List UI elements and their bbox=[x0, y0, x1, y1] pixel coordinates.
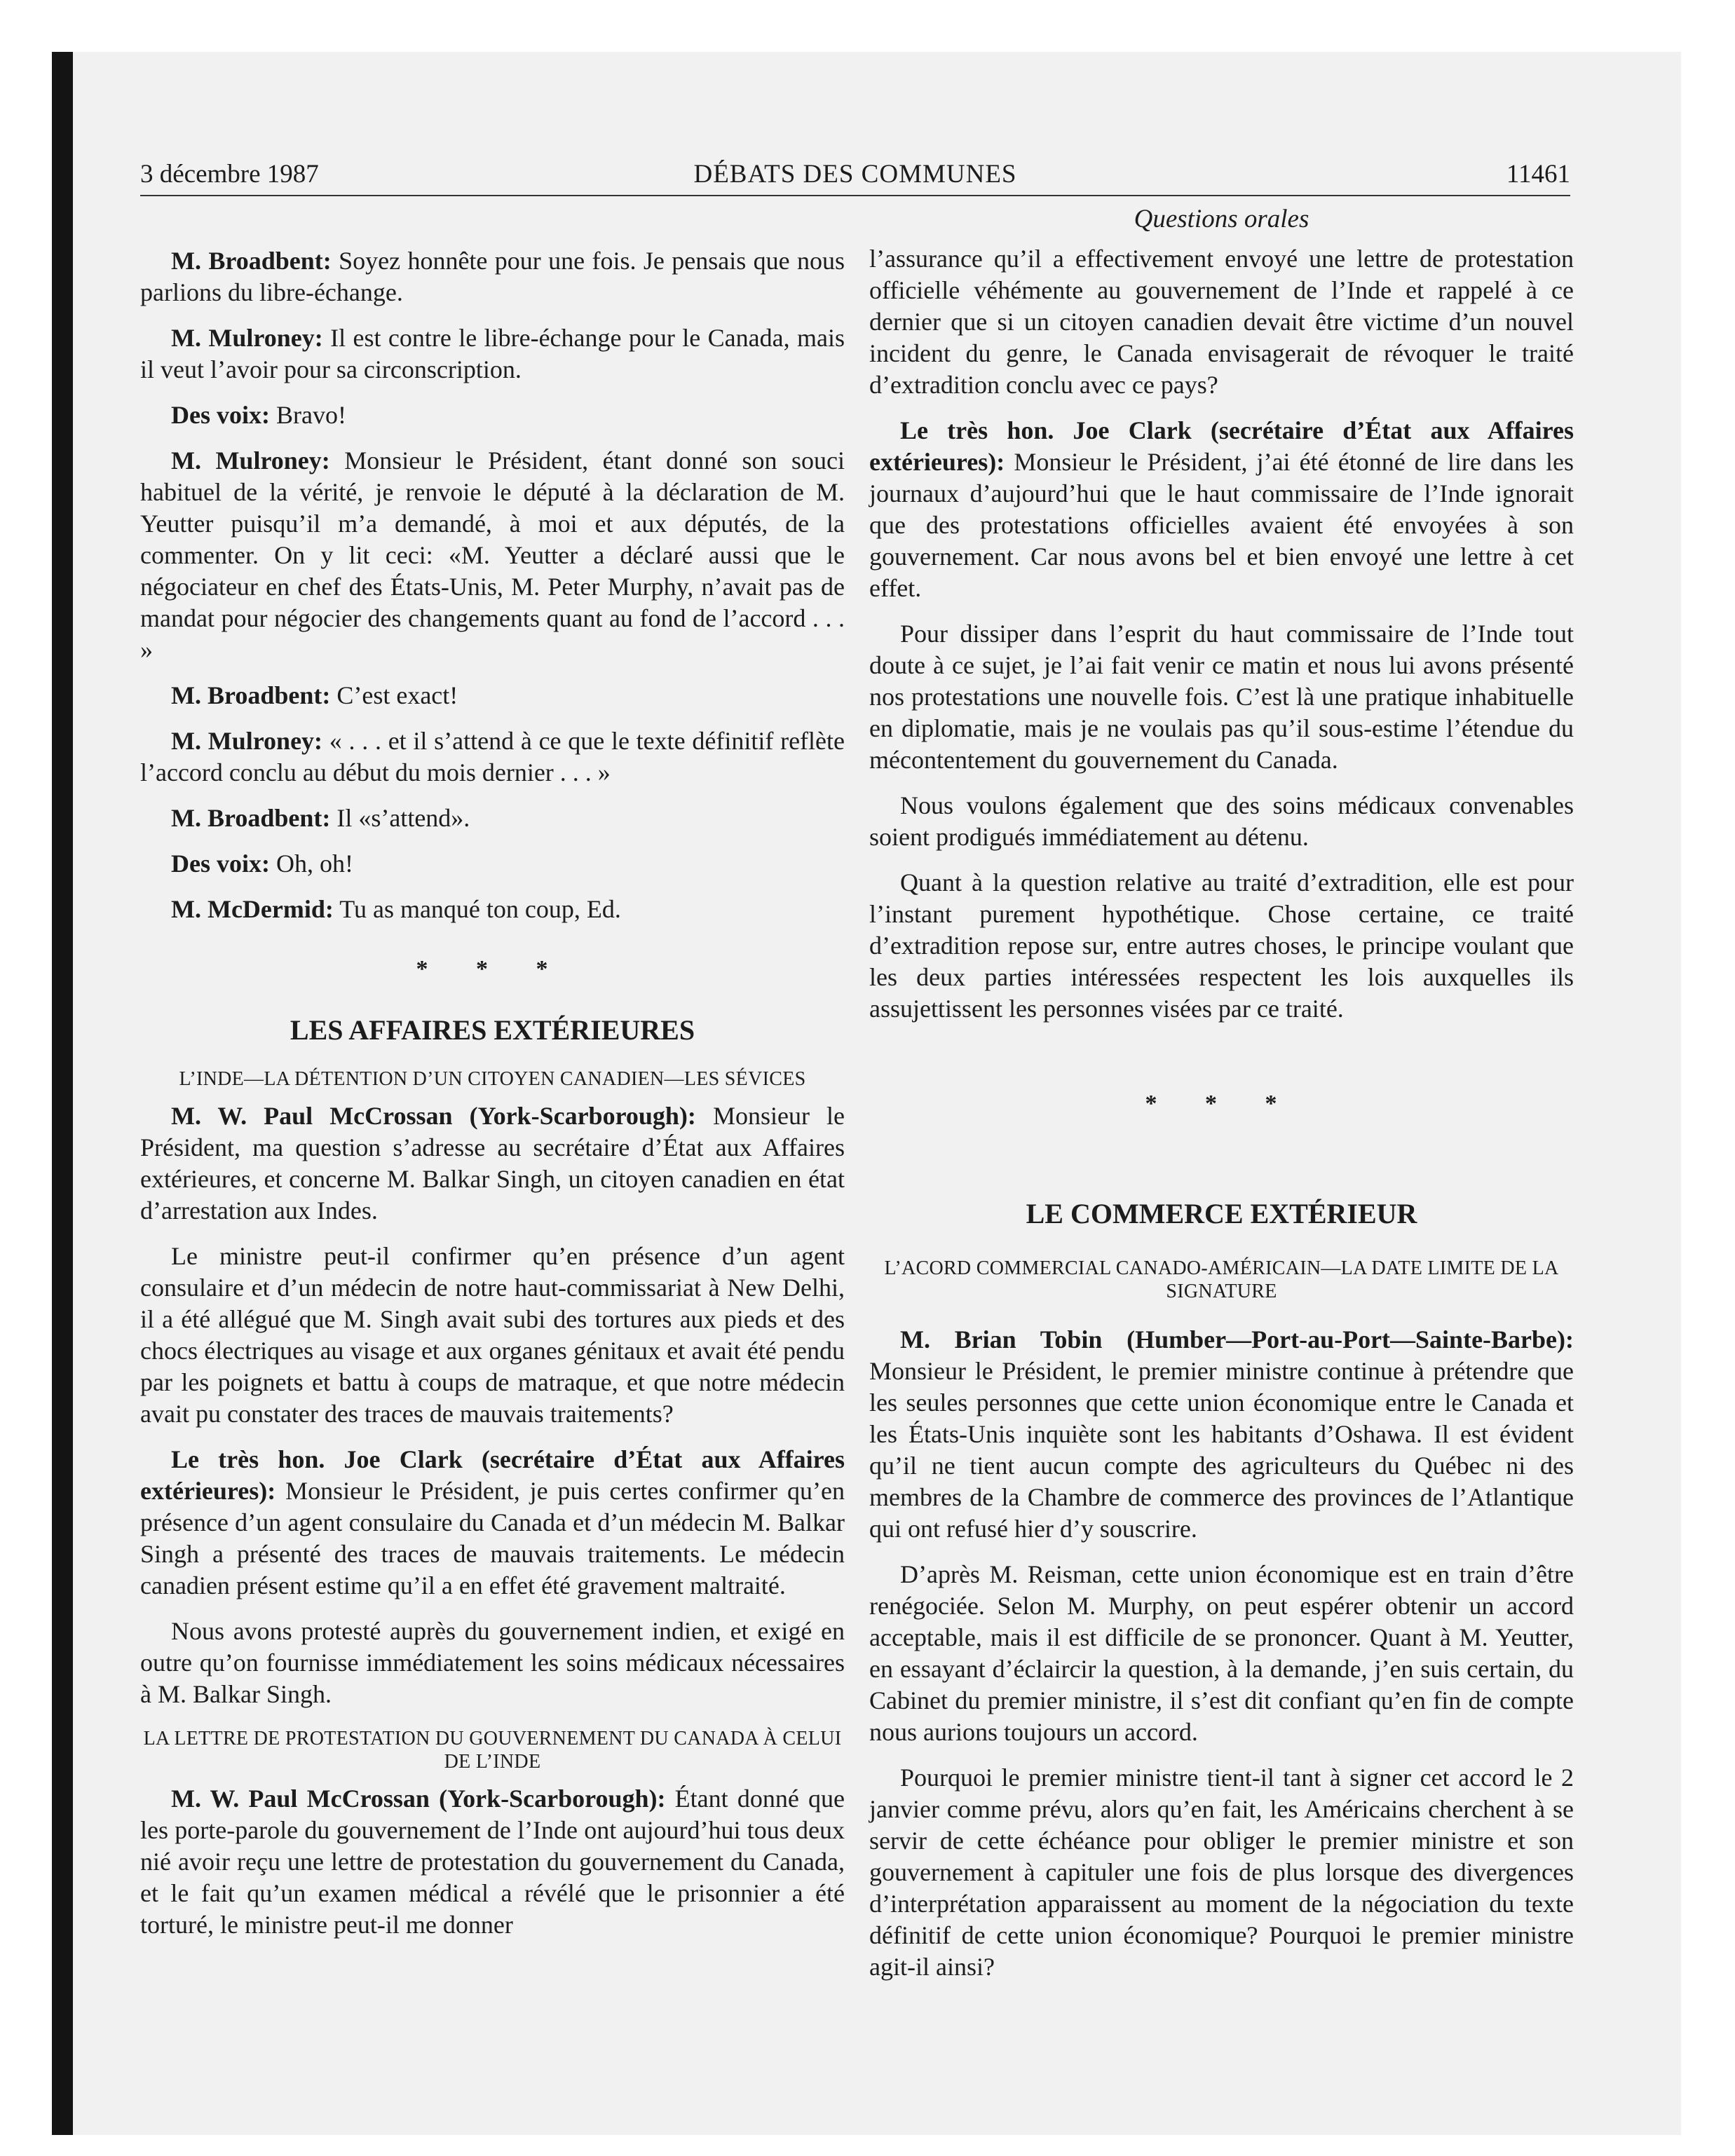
section-title: LE COMMERCE EXTÉRIEUR bbox=[1026, 1198, 1417, 1229]
paragraph: M. Broadbent: Soyez honnête pour une fois. Je pensais que nous parlions du libre-échange. bbox=[140, 247, 845, 306]
speaker-name: M. Brian Tobin (Humber—Port-au-Port—Sainte-Barbe): bbox=[900, 1325, 1574, 1353]
speaker-name: M. Broadbent: bbox=[171, 804, 331, 832]
header-rule bbox=[140, 195, 1570, 196]
left-column bbox=[140, 245, 845, 1941]
speaker-name: M. McDermid: bbox=[171, 895, 334, 923]
header-date: 3 décembre 1987 bbox=[140, 160, 319, 189]
speaker-name: Le très hon. Joe Clark (secrétaire d’État aux Affaires extérieures): bbox=[869, 416, 1574, 476]
paragraph: M. Mulroney: « . . . et il s’attend à ce que le texte définitif reflète l’accord conclu au début du mois dernier . . . » bbox=[140, 727, 845, 786]
paragraph: Le très hon. Joe Clark (secrétaire d’État aux Affaires extérieures): Monsieur le Président, j’ai été étonné de lire dans les journaux d’aujourd’hui que le haut commissaire de l’Inde ignorait que des protestations officielles avaient été envoyées à son gouvernement. Car nous avons bel et bien envoyé une lettre à cet effet. bbox=[869, 416, 1574, 602]
section-separator-stars: * * * bbox=[416, 956, 569, 982]
speaker-name: M. Mulroney: bbox=[171, 727, 323, 755]
paragraph: M. Broadbent: C’est exact! bbox=[171, 681, 458, 709]
speaker-name: Des voix: bbox=[171, 850, 270, 878]
header-page-number: 11461 bbox=[1506, 160, 1570, 189]
header-title: DÉBATS DES COMMUNES bbox=[693, 160, 1017, 189]
speaker-name: Des voix: bbox=[171, 401, 270, 429]
subsection-heading: LA LETTRE DE PROTESTATION DU GOUVERNEMENT DU CANADA À CELUI DE L’INDE bbox=[143, 1728, 842, 1773]
speaker-name: Le très hon. Joe Clark (secrétaire d’État aux Affaires extérieures): bbox=[140, 1445, 845, 1505]
page-header bbox=[140, 151, 1570, 196]
paragraph: Des voix: Bravo! bbox=[171, 401, 346, 429]
right-column bbox=[869, 203, 1574, 1983]
section-separator-stars: * * * bbox=[1145, 1091, 1298, 1117]
paragraph: M. McDermid: Tu as manqué ton coup, Ed. bbox=[171, 895, 621, 923]
section-title: LES AFFAIRES EXTÉRIEURES bbox=[290, 1014, 695, 1046]
paragraph: M. Mulroney: Monsieur le Président, étant donné son souci habituel de la vérité, je renvoie le député à la déclaration de M. Yeutter puisqu’il m’a demandé, à moi et aux députés, de la commenter. On y lit ceci: «M. Yeutter a déclaré aussi que le négociateur en chef des États-Unis, M. Peter Murphy, n’avait pas de mandat pour négocier des changements quant au fond de l’accord . . . » bbox=[140, 446, 845, 664]
binding-edge bbox=[52, 52, 73, 2135]
paragraph: M. Mulroney: Il est contre le libre-échange pour le Canada, mais il veut l’avoir pour sa circonscription. bbox=[140, 324, 845, 383]
paragraph: Des voix: Oh, oh! bbox=[171, 850, 353, 878]
speaker-name: M. Broadbent: bbox=[171, 681, 331, 709]
subsection-heading: L’ACORD COMMERCIAL CANADO-AMÉRICAIN—LA DATE LIMITE DE LA SIGNATURE bbox=[884, 1257, 1559, 1302]
paragraph: Pourquoi le premier ministre tient-il tant à signer cet accord le 2 janvier comme prévu, alors qu’en fait, les Américains cherchent à se servir de cette échéance pour obliger le premier ministre et son gouvernement à capituler une fois de plus lorsque des divergences d’interprétation apparaissent au moment de la négociation du texte définitif de cette union économique? Pourquoi le premier ministre agit-il ainsi? bbox=[869, 1763, 1574, 1981]
paragraph: Nous avons protesté auprès du gouvernement indien, et exigé en outre qu’on fournisse immédiatement les soins médicaux nécessaires à M. Balkar Singh. bbox=[140, 1617, 845, 1708]
speaker-name: M. Mulroney: bbox=[171, 446, 330, 475]
paragraph: l’assurance qu’il a effectivement envoyé une lettre de protestation officielle véhémente au gouvernement de l’Inde et rappelé à ce dernier que si un citoyen canadien devait être victime d’un nouvel incident du genre, le Canada envisagerait de révoquer le traité d’extradition conclu avec ce pays? bbox=[869, 245, 1574, 399]
paragraph: M. W. Paul McCrossan (York-Scarborough): Étant donné que les porte-parole du gouvernement de l’Inde ont aujourd’hui tous deux nié avoir reçu une lettre de protestation du gouvernement du Canada, et le fait qu’un examen médical a révélé que le prisonnier a été torturé, le ministre peut-il me donner bbox=[140, 1785, 845, 1939]
paragraph: Pour dissiper dans l’esprit du haut commissaire de l’Inde tout doute à ce sujet, je l’ai fait venir ce matin et nous lui avons présenté nos protestations une nouvelle fois. C’est là une pratique inhabituelle en diplomatie, mais je ne voulais pas qu’il sous-estime l’étendue du mécontentement du gouvernement du Canada. bbox=[869, 620, 1574, 774]
paragraph: M. W. Paul McCrossan (York-Scarborough): Monsieur le Président, ma question s’adresse au secrétaire d’État aux Affaires extérieures, et concerne M. Balkar Singh, un citoyen canadien en état d’arrestation aux Indes. bbox=[140, 1102, 845, 1224]
paragraph: Le très hon. Joe Clark (secrétaire d’État aux Affaires extérieures): Monsieur le Président, je puis certes confirmer qu’en présence d’un agent consulaire du Canada et d’un médecin M. Balkar Singh a présenté des traces de mauvais traitements. Le médecin canadien présent estime qu’il a en effet été gravement maltraité. bbox=[140, 1445, 845, 1599]
paragraph: Quant à la question relative au traité d’extradition, elle est pour l’instant purement hypothétique. Chose certaine, ce traité d’extradition repose sur, entre autres choses, le principe voulant que les deux parties intéressées respectent les lois auxquelles ils assujettissent les personnes visées par ce traité. bbox=[869, 868, 1574, 1023]
paragraph: D’après M. Reisman, cette union économique est en train d’être renégociée. Selon M. Murphy, on peut espérer obtenir un accord acceptable, mais il est difficile de se prononcer. Quant à M. Yeutter, en essayant d’éclaircir la question, à la demande, j’en suis certain, du Cabinet du premier ministre, il s’est dit confiant qu’en fin de compte nous aurions toujours un accord. bbox=[869, 1560, 1574, 1746]
speaker-name: M. W. Paul McCrossan (York-Scarborough): bbox=[171, 1785, 666, 1813]
subsection-heading: L’INDE—LA DÉTENTION D’UN CITOYEN CANADIEN—LES SÉVICES bbox=[179, 1068, 806, 1090]
speaker-name: M. Mulroney: bbox=[171, 324, 323, 352]
paragraph: Nous voulons également que des soins médicaux convenables soient prodigués immédiatement au détenu. bbox=[869, 791, 1574, 851]
speaker-name: M. Broadbent: bbox=[171, 247, 332, 275]
paragraph: M. Brian Tobin (Humber—Port-au-Port—Sainte-Barbe): Monsieur le Président, le premier ministre continue à prétendre que les seules personnes que cette union économique entre le Canada et les États-Unis inquiète sont les habitants d’Oshawa. Il est évident qu’il ne tient aucun compte des agriculteurs du Québec ni des membres de la Chambre de commerce des provinces de l’Atlantique qui ont refusé hier d’y souscrire. bbox=[869, 1325, 1574, 1543]
paragraph: Le ministre peut-il confirmer qu’en présence d’un agent consulaire et d’un médecin de notre haut-commissariat à New Delhi, il a été allégué que M. Singh avait subi des tortures aux pieds et des chocs électriques au visage et aux organes génitaux et avait été pendu par les poignets et battu à coups de matraque, et que notre médecin avait pu constater des traces de mauvais traitements? bbox=[140, 1242, 845, 1428]
running-head: Questions orales bbox=[1134, 205, 1309, 233]
paragraph: M. Broadbent: Il «s’attend». bbox=[171, 804, 470, 832]
speaker-name: M. W. Paul McCrossan (York-Scarborough): bbox=[171, 1102, 696, 1130]
